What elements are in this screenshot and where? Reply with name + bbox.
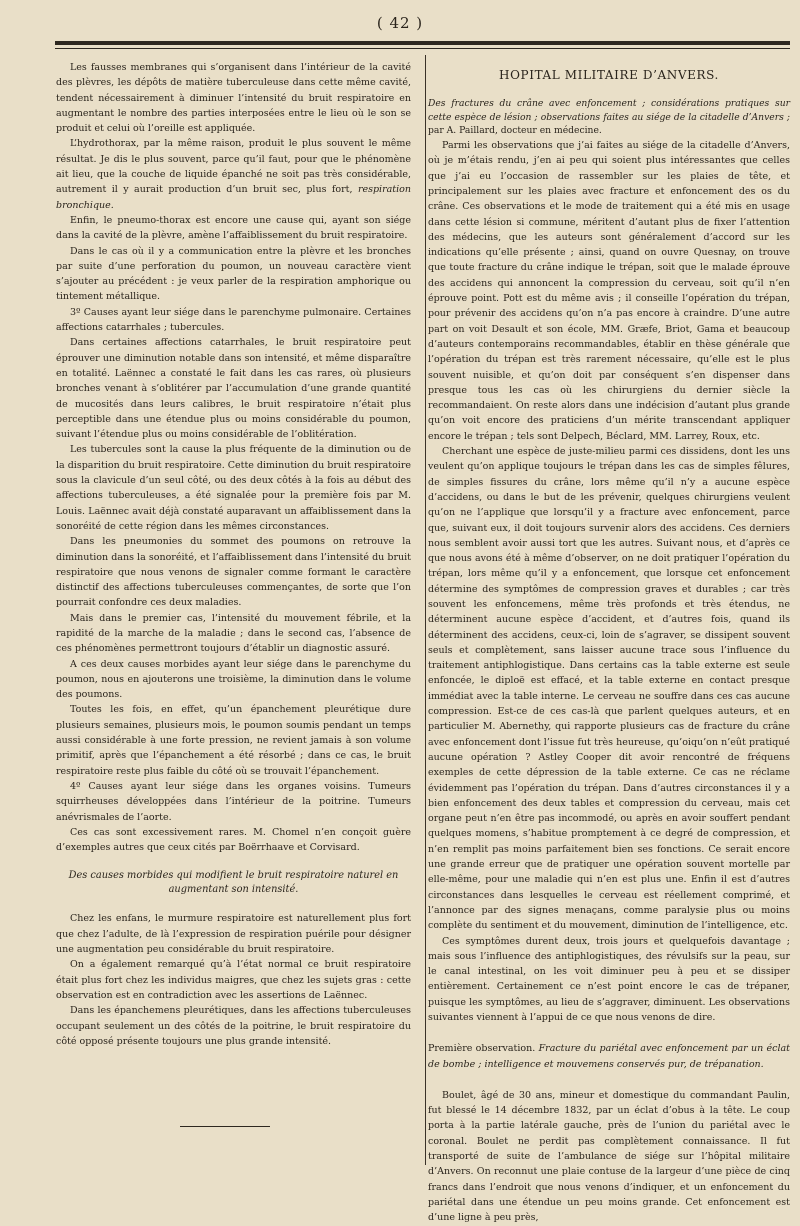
paragraph: Ces symptômes durent deux, trois jours et quelquefois davantage ; mais sous l’influence des antiphlogistiques, des révulsifs sur la peau, sur le canal intestinal, on les voit diminuer peu à peu et se dissiper entièrement. Certainement ce n’est point encore le cas de trépaner, puisque les symptômes, au lieu de s’aggraver, diminuent. Les observations suivantes viennent à l’appui de ce que nous venons de dire. [428,935,790,1023]
paragraph: Dans certaines affections catarrhales, le bruit respiratoire peut éprouver une diminution notable dans son intensité, et même disparaître en totalité. Laënnec a constaté le fait dans les cas rares, où plusieurs bronches venant à s’oblitérer par l’accumulation d’une grande quantité de mucosités dans leurs calibres, le bruit respiratoire n’était plus perceptible dans une étendue plus ou moins considérable du poumon, suivant l’étendue plus ou moins considérable de l’oblitération. [56,337,411,441]
paragraph: 4º Causes ayant leur siége dans les organes voisins. Tumeurs squirrheuses développées dans l’intérieur de la poitrine. Tumeurs anévrismales de l’aorte. [56,780,411,823]
intro-author: par A. Paillard, docteur en médecine. [428,125,602,137]
spacer [428,1072,790,1088]
paragraph: Cherchant une espèce de juste-milieu parmi ces dissidens, dont les uns veulent qu’on applique toujours le trépan dans les cas de simples fêlures, de simples fissures du crâne, lors même qu’il n’y a aucune espèce d’accidens, ou dans le but de les prévenir, quelques chirurgiens veulent qu’on ne l’applique que lorsqu’il y a fracture avec enfoncement, parce que, suivant eux, il doit toujours survenir alors des accidens. Ces derniers nous semblent avoir aussi tort que les autres. Suivant nous, et d’après ce que nous avons été à même d’observer, on ne doit pratiquer l’opération du trépan, lors même qu’il y a enfoncement, que lorsque cet enfoncement détermine des symptômes de compression graves et durables ; car très souvent les enfoncemens, même très profonds et très étendus, ne déterminent aucune espèce d’accident, et d’autres fois, quand ils déterminent des accidens, ceux-ci, loin de s’agraver, se dissipent souvent seuls et complètement, sans laisser aucune trace sous l’influence du traitement antiphlogistique. Dans certains cas la table externe est seule enfoncée, le diploë est effacé, et la table externe en contact presque immédiat avec la table interne. Le cerveau ne souffre dans ces cas aucune compression. Est-ce de ces cas-là que parlent quelques auteurs, et en particulier M. Abernethy, qui rapporte plusieurs cas de fracture du crâne avec enfoncement dont l’issue fut très heureuse, qu’oiqu’on n’eût pratiqué aucune opération ? Astley Cooper dit avoir rencontré de fréquens exemples de cette dépression de la table externe. Ce cas ne réclame évidemment pas l’opération du trépan. Dans d’autres circonstances il y a bien enfoncement des deux tables et compression du cerveau, mais cet organe peut n’en être pas incommodé, ou après en avoir souffert pendant quelques momens, s’habitue promptement à ce degré de compression, et n’en remplit pas moins parfaitement bien ses fonctions. Ce serait encore une grande erreur que de pratiquer une opération souvent mortelle par elle-même, pour une maladie qui n’en est plus une. Enfin il est d’autres circonstances dans lesquelles le cerveau est réellement comprimé, et l’annonce par des signes menaçans, comme paralysie plus ou moins complète du sentiment et du mouvement, diminution de l’intelligence, etc. [428,446,790,932]
paragraph: 3º Causes ayant leur siége dans le parenchyme pulmonaire. Certaines affections catarrhales ; tubercules. [56,306,411,334]
footer-rule [180,1126,270,1127]
emphasis: respiration bronchique. [56,184,411,211]
paragraph: Les tubercules sont la cause la plus fréquente de la diminution ou de la disparition du bruit respiratoire. Cette diminution du bruit respiratoire sous la clavicule d’un seul côté, ou des deux côtés à la fois au début des affections tuberculeuses, a été signalée pour la première fois par M. Louis. Laënnec avait déjà constaté auparavant un affaiblissement dans la sonoréité de cette région dans les mêmes circonstances. [56,444,411,532]
paragraph: Ces cas sont excessivement rares. M. Chomel n’en conçoit guère d’exemples autres que ceux cités par Boërrhaave et Corvisard. [56,826,411,854]
left-column [56,60,411,1170]
paragraph: Parmi les observations que j’ai faites au siége de la citadelle d’Anvers, où je m’étais rendu, j’en ai peu qui soient plus intéressantes que celles que j’ai eu l’occasion de rassembler sur les plaies de tête, et principalement sur les plaies avec fracture et enfoncement des os du crâne. Ces observations et le mode de traitement qui a été mis en usage dans cette lésion si commune, méritent d’autant plus de fixer l’attention des médecins, que les auteurs sont généralement d’accord sur les indications qu’elle présente ; ainsi, quand on ouvre Quesnay, on trouve que toute fracture du crâne indique le trépan, soit que le malade éprouve des accidens qui annoncent la compression du cerveau, soit qu’il n’en éprouve point. Pott est du même avis ; il conseille l’opération du trépan, pour prévenir des accidens qu’on n’a pas encore à craindre. D’une autre part on voit Desault et son école, MM. Græfe, Briot, Gama et beaucoup d’auteurs contemporains recommandables, établir en thèse générale que l’opération du trépan est très rarement nécessaire, qu’elle est le plus souvent nuisible, et qu’on doit par conséquent s’en dispenser dans presque tous les cas où les chirurgiens du dernier siècle la recommandaient. On reste alors dans une indécision d’autant plus grande qu’on voit encore des praticiens d’un mérite transcendant appliquer encore le trépan ; tels sont Delpech, Béclard, MM. Larrey, Roux, etc. [428,140,790,442]
header-rule-thick [55,41,790,45]
paragraph: Boulet, âgé de 30 ans, mineur et domestique du commandant Paulin, fut blessé le 14 décembre 1832, par un éclat d’obus à la tête. Le coup porta à la partie latérale gauche, près de l’union du pariétal avec le coronal. Boulet ne perdit pas complètement connaissance. Il fut transporté de suite de l’ambulance de siége sur l’hôpital militaire d’Anvers. On reconnut une plaie contuse de la largeur d’une pièce de cinq francs dans l’endroit que nous venons d’indiquer, et un enfoncement du pariétal dans une étendue un peu moins grande. Cet enfoncement est d’une ligne à peu près, [428,1089,790,1224]
intro-emphasis: Des fractures du crâne avec enfoncement ; considérations pratiques sur cette espèce de lésion ; observations faites au siége de la citadelle d’Anvers ; [428,98,790,123]
paragraph: Enfin, le pneumo-thorax est encore une cause qui, ayant son siége dans la cavité de la plèvre, amène l’affaiblissement du bruit respiratoire. [56,214,411,242]
header-rule-thin [55,48,790,49]
paragraph: Dans les pneumonies du sommet des poumons on retrouve la diminution dans la sonoréité, et l’affaiblissement dans l’intensité du bruit respiratoire que nous venons de signaler comme formant le caractère distinctif des affections tuberculeuses commençantes, de sorte que l’on pourrait confondre ces deux maladies. [56,536,411,609]
paragraph: Dans les épanchemens pleurétiques, dans les affections tuberculeuses occupant seulement un des côtés de la poitrine, le bruit respiratoire du côté opposé présente toujours une plus grande intensité. [56,1005,411,1047]
observation-label: Première observation. [428,1043,536,1055]
column-separator [425,55,426,1165]
article-intro [428,97,790,138]
right-column [428,66,790,1224]
page-number: ( 42 ) [376,14,424,32]
paragraph: A ces deux causes morbides ayant leur siége dans le parenchyme du poumon, nous en ajouterons une troisième, la diminution dans le volume des poumons. [56,658,411,701]
observation-heading [428,1041,790,1072]
paragraph [56,136,411,212]
section-heading: Des causes morbides qui modifient le bruit respiratoire naturel en augmentant son intensité. [68,870,399,896]
spacer [428,1025,790,1041]
article-title: HOPITAL MILITAIRE D’ANVERS. [499,68,719,82]
paragraph: Les fausses membranes qui s’organisent dans l’intérieur de la cavité des plèvres, les dépôts de matière tuberculeuse dans cette même cavité, tendent nécessairement à diminuer l’intensité du bruit respiratoire en augmentant le nombre des parties interposées entre le lieu où le son se produit et celui où l’oreille est appliquée. [56,62,411,135]
paragraph: Toutes les fois, en effet, qu’un épanchement pleurétique dure plusieurs semaines, plusieurs mois, le poumon soumis pendant un temps aussi considérable à une forte pression, ne revient jamais à son volume primitif, après que l’épanchement a été résorbé ; dans ce cas, le bruit respiratoire reste plus faible du côté où se trouvait l’épanchement. [56,704,411,777]
paragraph: Dans le cas où il y a communication entre la plèvre et les bronches par suite d’une perforation du poumon, un nouveau caractère vient s’ajouter au précédent : je veux parler de la respiration amphorique ou tintement métallique. [56,245,411,303]
paragraph-text: L’hydrothorax, par la même raison, produit le plus souvent le même résultat. Je dis le plus souvent, parce qu’il faut, pour que le phénomène ait lieu, que la couche de liquide épanché ne soit pas très considérable, autrement il y aurait production d’un bruit sec, plus fort, [56,138,411,196]
paragraph: Chez les enfans, le murmure respiratoire est naturellement plus fort que chez l’adulte, de là l’expression de respiration puérile pour désigner une augmentation peu considérable du bruit respiratoire. [56,913,411,956]
paragraph: On a également remarqué qu’à l’état normal ce bruit respiratoire était plus fort chez les individus maigres, que chez les sujets gras : cette observation est en contradiction avec les assertions de Laënnec. [56,959,411,1001]
paragraph: Mais dans le premier cas, l’intensité du mouvement fébrile, et la rapidité de la marche de la maladie ; dans le second cas, l’absence de ces phénomènes permettront toujours d’établir un diagnostic assuré. [56,612,411,655]
observation-title: Fracture du pariétal avec enfoncement par un éclat de bombe ; intelligence et mouvemens conservés pur, de trépanation. [428,1043,790,1070]
